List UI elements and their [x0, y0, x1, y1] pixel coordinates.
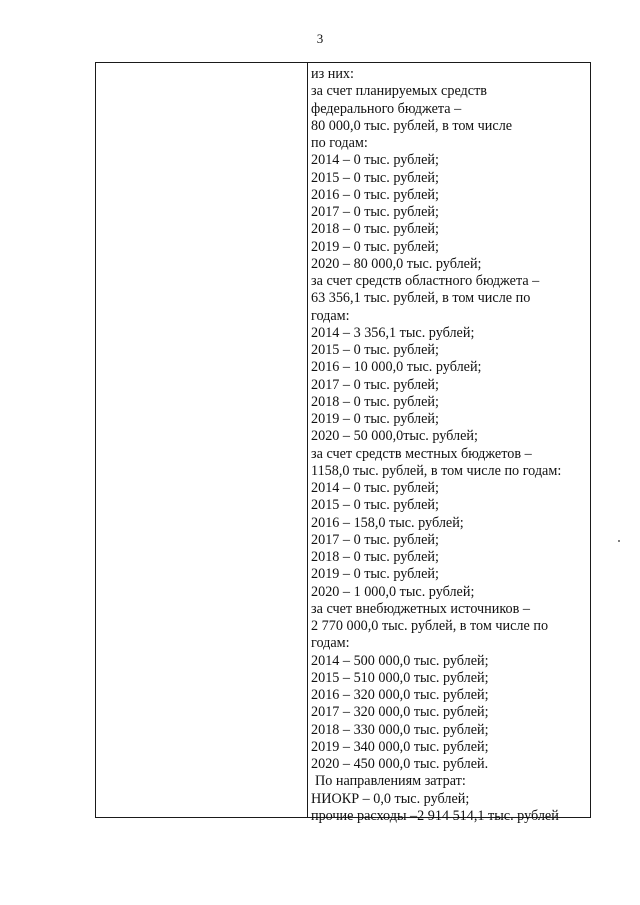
budget-line: 2020 – 450 000,0 тыс. рублей. — [311, 756, 489, 772]
budget-line: 2015 – 0 тыс. рублей; — [311, 169, 439, 186]
budget-line: за счет средств областного бюджета – — [311, 273, 540, 289]
budget-line: 2016 – 0 тыс. рублей; — [311, 186, 439, 203]
budget-line: 2014 – 0 тыс. рублей; — [311, 480, 439, 496]
budget-line: 2019 – 0 тыс. рублей; — [311, 238, 439, 255]
budget-line: за счет внебюджетных источников – — [311, 600, 530, 617]
budget-line: 2014 – 0 тыс. рублей; — [311, 152, 439, 169]
budget-line: 2017 – 320 000,0 тыс. рублей; — [311, 704, 489, 721]
funding-table — [95, 62, 591, 824]
budget-line: за счет средств местных бюджетов – — [311, 445, 532, 462]
budget-line: 2019 – 0 тыс. рублей; — [311, 411, 439, 427]
budget-line: из них: — [311, 66, 354, 82]
budget-line: 2019 – 0 тыс. рублей; — [311, 566, 439, 583]
budget-line: 2020 – 1 000,0 тыс. рублей; — [311, 583, 475, 600]
budget-line: годам: — [311, 307, 350, 324]
budget-line: 2016 – 158,0 тыс. рублей; — [311, 514, 464, 531]
scan-speck — [618, 540, 620, 542]
budget-line: 2017 – 0 тыс. рублей; — [311, 531, 439, 548]
budget-line: 1158,0 тыс. рублей, в том числе по годам: — [311, 462, 562, 479]
budget-line: 2019 – 340 000,0 тыс. рублей; — [311, 738, 489, 755]
budget-line: 2016 – 10 000,0 тыс. рублей; — [311, 359, 482, 376]
table-left-cell — [96, 63, 307, 817]
budget-line: 2015 – 0 тыс. рублей; — [311, 342, 439, 358]
budget-line: годам: — [311, 635, 350, 652]
budget-line: 2018 – 0 тыс. рублей; — [311, 393, 439, 410]
budget-line: НИОКР – 0,0 тыс. рублей; — [311, 790, 470, 807]
table-right-cell — [308, 63, 590, 824]
budget-line: 80 000,0 тыс. рублей, в том числе — [311, 117, 513, 134]
budget-line: По направлениям затрат: — [315, 773, 466, 790]
budget-line: 63 356,1 тыс. рублей, в том числе по — [311, 290, 531, 307]
budget-line: 2018 – 0 тыс. рублей; — [311, 221, 439, 238]
budget-line: 2017 – 0 тыс. рублей; — [311, 376, 439, 393]
budget-line: за счет планируемых средств — [311, 83, 487, 100]
page-number: 3 — [316, 31, 324, 46]
budget-line: 2014 – 500 000,0 тыс. рублей; — [311, 652, 489, 669]
budget-line: по годам: — [311, 135, 368, 151]
budget-line: 2016 – 320 000,0 тыс. рублей; — [311, 687, 489, 703]
budget-line: 2018 – 0 тыс. рублей; — [311, 549, 439, 565]
budget-line: 2017 – 0 тыс. рублей; — [311, 204, 439, 220]
budget-line: федерального бюджета – — [311, 100, 462, 117]
budget-line: 2015 – 510 000,0 тыс. рублей; — [311, 669, 489, 686]
budget-line: прочие расходы –2 914 514,1 тыс. рублей — [311, 807, 559, 824]
budget-line: 2018 – 330 000,0 тыс. рублей; — [311, 721, 489, 738]
budget-line: 2014 – 3 356,1 тыс. рублей; — [311, 324, 475, 341]
budget-line: 2020 – 80 000,0 тыс. рублей; — [311, 255, 482, 272]
budget-line: 2020 – 50 000,0тыс. рублей; — [311, 428, 478, 445]
budget-line: 2 770 000,0 тыс. рублей, в том числе по — [311, 618, 549, 634]
budget-line: 2015 – 0 тыс. рублей; — [311, 497, 439, 514]
